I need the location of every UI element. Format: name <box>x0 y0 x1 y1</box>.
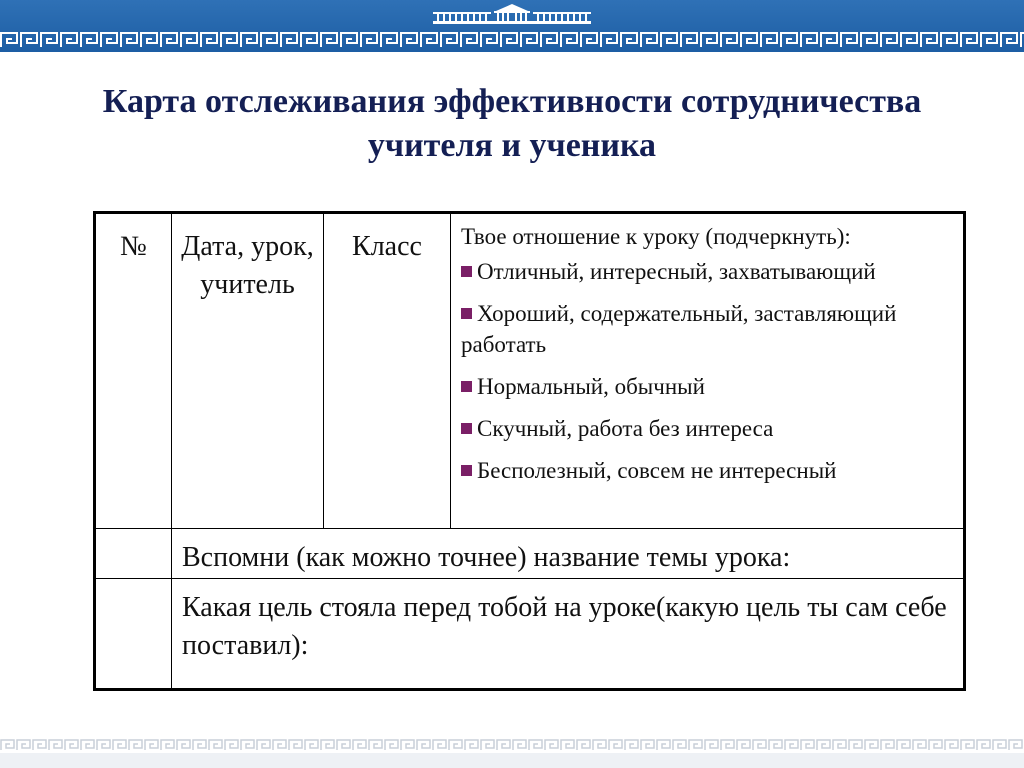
table-row <box>95 579 965 690</box>
square-bullet-icon <box>461 266 472 277</box>
attitude-option-label: Нормальный, обычный <box>477 374 705 399</box>
number-cell <box>95 529 172 579</box>
attitude-option[interactable] <box>461 371 955 402</box>
page-title <box>0 80 1024 168</box>
title-line-2: учителя и ученика <box>367 127 657 164</box>
title-line-1: Карта отслеживания эффективности сотрудничества <box>102 83 922 120</box>
attitude-option[interactable] <box>461 298 955 360</box>
attitude-cell <box>451 213 965 529</box>
lesson-topic-cell[interactable] <box>172 529 965 579</box>
attitude-option-label: Скучный, работа без интереса <box>477 416 774 441</box>
attitude-options <box>451 256 963 486</box>
greek-key-border <box>0 738 1024 752</box>
lesson-goal-prompt: Какая цель стояла перед тобой на уроке(какую цель ты сам себе поставил): <box>182 592 947 661</box>
lesson-topic-prompt: Вспомни (как можно точнее) название темы урока: <box>182 542 791 573</box>
header-class-cell <box>324 213 451 529</box>
tracking-table <box>93 211 966 691</box>
table-row <box>95 213 965 529</box>
header-date-cell <box>172 213 324 529</box>
header-class: Класс <box>352 231 422 262</box>
building-logo-icon <box>433 2 591 24</box>
square-bullet-icon <box>461 381 472 392</box>
attitude-option[interactable] <box>461 413 955 444</box>
table-row <box>95 529 965 579</box>
attitude-option-label: Бесполезный, совсем не интересный <box>477 458 837 483</box>
footer-band <box>0 753 1024 768</box>
square-bullet-icon <box>461 423 472 434</box>
attitude-option[interactable] <box>461 256 955 287</box>
attitude-option[interactable] <box>461 455 955 486</box>
number-cell <box>95 579 172 690</box>
attitude-title: Твое отношение к уроку (подчеркнуть): <box>461 224 851 249</box>
lesson-goal-cell[interactable] <box>172 579 965 690</box>
attitude-option-label: Хороший, содержательный, заставляющий работать <box>461 301 897 357</box>
attitude-option-label: Отличный, интересный, захватывающий <box>477 259 876 284</box>
square-bullet-icon <box>461 308 472 319</box>
header-number: № <box>120 231 147 262</box>
header-number-cell <box>95 213 172 529</box>
square-bullet-icon <box>461 465 472 476</box>
greek-key-border <box>0 30 1024 50</box>
header-date-lesson-teacher: Дата, урок, учитель <box>181 231 314 300</box>
